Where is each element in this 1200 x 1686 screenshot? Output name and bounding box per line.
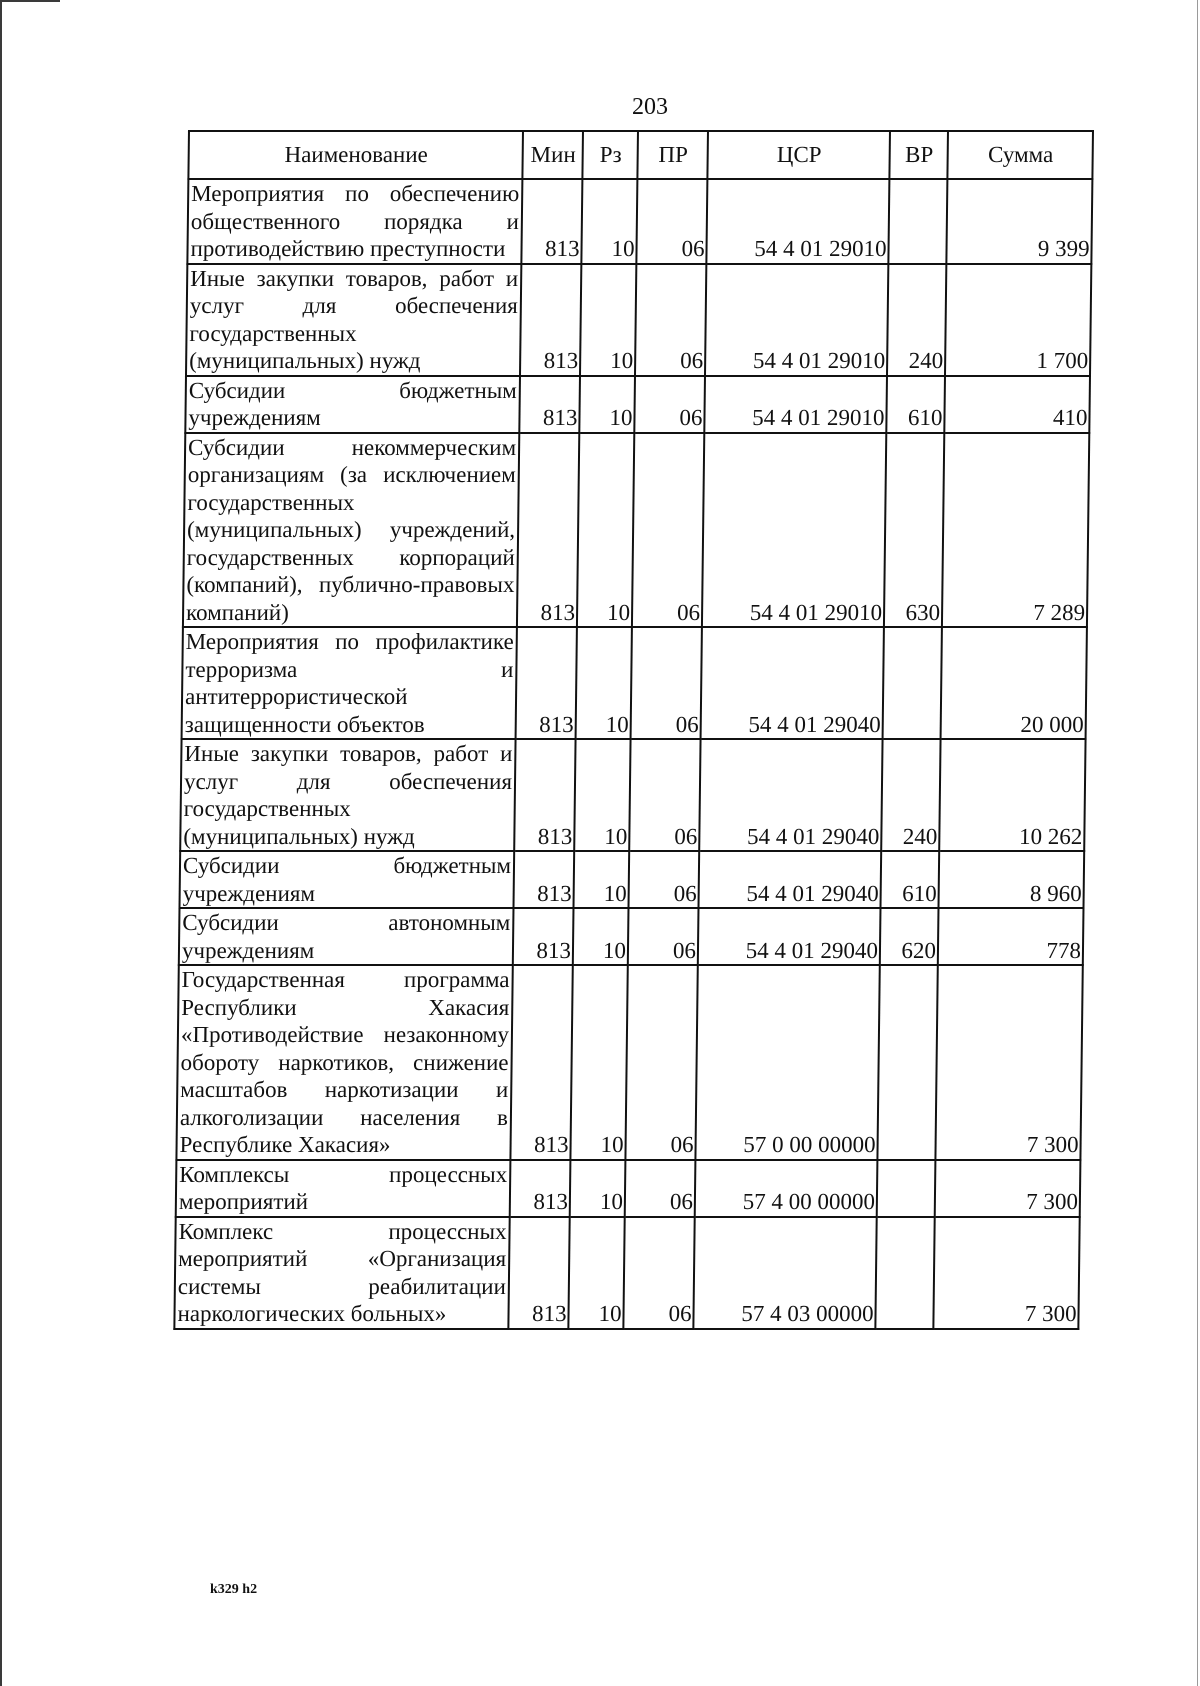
cell-min: 813 bbox=[510, 965, 572, 1160]
cell-pr: 06 bbox=[632, 433, 704, 628]
cell-vr bbox=[883, 627, 942, 739]
cell-name: Комплекс процессных мероприятий «Организация системы реабилитации наркологических больных» bbox=[174, 1217, 509, 1329]
cell-vr bbox=[877, 1160, 936, 1217]
cell-pr: 06 bbox=[634, 376, 705, 433]
cell-rz: 10 bbox=[579, 376, 635, 433]
cell-vr: 610 bbox=[880, 851, 939, 908]
cell-vr bbox=[875, 1217, 934, 1329]
cell-vr bbox=[888, 179, 947, 264]
cell-rz: 10 bbox=[568, 1217, 624, 1329]
table-row bbox=[182, 627, 1087, 739]
cell-min: 813 bbox=[517, 433, 579, 628]
table-row bbox=[183, 433, 1089, 628]
document-code: k329 h2 bbox=[210, 1582, 258, 1597]
table-row bbox=[176, 1160, 1081, 1217]
table-row bbox=[179, 851, 1084, 908]
page-number: 203 bbox=[632, 94, 668, 120]
cell-sum: 10 262 bbox=[939, 739, 1085, 851]
cell-name: Государственная программа Республики Хакасия «Противодействие незаконному обороту наркотиков, снижение масштабов наркотизации и алкоголизации населения в Республике Хакасия» bbox=[176, 965, 512, 1160]
cell-rz: 10 bbox=[581, 179, 637, 264]
cell-pr: 06 bbox=[636, 179, 707, 264]
cell-rz: 10 bbox=[573, 908, 629, 965]
cell-min: 813 bbox=[516, 627, 577, 739]
cell-min: 813 bbox=[514, 739, 575, 851]
table-row bbox=[174, 1217, 1079, 1329]
cell-sum: 7 300 bbox=[933, 1217, 1079, 1329]
cell-vr: 610 bbox=[886, 376, 945, 433]
header-rz: Рз bbox=[582, 131, 638, 179]
header-min: Мин bbox=[522, 131, 583, 179]
cell-vr: 240 bbox=[881, 739, 940, 851]
cell-vr: 630 bbox=[884, 433, 944, 628]
cell-pr: 06 bbox=[628, 908, 699, 965]
cell-name: Иные закупки товаров, работ и услуг для обеспечения государственных (муниципальных) нужд bbox=[180, 739, 515, 851]
cell-csr: 54 4 01 29010 bbox=[702, 433, 886, 628]
table-body bbox=[174, 179, 1092, 1329]
scan-edge-top bbox=[0, 0, 60, 2]
table-row bbox=[176, 965, 1082, 1160]
table-row bbox=[186, 264, 1091, 376]
cell-pr: 06 bbox=[635, 264, 706, 376]
cell-sum: 7 300 bbox=[935, 965, 1082, 1160]
cell-sum: 7 300 bbox=[935, 1160, 1081, 1217]
cell-vr bbox=[877, 965, 937, 1160]
cell-csr: 54 4 01 29040 bbox=[699, 739, 882, 851]
cell-name: Субсидии бюджетным учреждениям bbox=[179, 851, 514, 908]
cell-rz: 10 bbox=[580, 264, 636, 376]
cell-min: 813 bbox=[521, 179, 582, 264]
cell-sum: 8 960 bbox=[938, 851, 1084, 908]
cell-sum: 9 399 bbox=[946, 179, 1092, 264]
cell-vr: 240 bbox=[887, 264, 946, 376]
header-name: Наименование bbox=[188, 131, 523, 179]
cell-name: Субсидии автономным учреждениям bbox=[179, 908, 514, 965]
cell-csr: 54 4 01 29040 bbox=[698, 908, 881, 965]
header-csr: ЦСР bbox=[707, 131, 890, 179]
cell-pr: 06 bbox=[631, 627, 702, 739]
cell-csr: 54 4 01 29040 bbox=[701, 627, 884, 739]
cell-sum: 410 bbox=[944, 376, 1090, 433]
cell-rz: 10 bbox=[577, 433, 634, 628]
cell-pr: 06 bbox=[625, 1160, 696, 1217]
cell-min: 813 bbox=[520, 264, 581, 376]
cell-name: Комплексы процессных мероприятий bbox=[176, 1160, 511, 1217]
table-header bbox=[188, 131, 1093, 179]
scan-edge-left bbox=[0, 0, 2, 1686]
cell-vr: 620 bbox=[880, 908, 939, 965]
cell-min: 813 bbox=[513, 908, 574, 965]
cell-sum: 1 700 bbox=[945, 264, 1091, 376]
cell-name: Субсидии некоммерческим организациям (за исключением государственных (муниципальных) учреждений, государственных корпораций (компаний), публично-правовых компаний) bbox=[183, 433, 519, 628]
cell-name: Мероприятия по профилактике терроризма и антитеррористической защищенности объектов bbox=[182, 627, 517, 739]
budget-table bbox=[173, 130, 1094, 1330]
cell-pr: 06 bbox=[628, 851, 699, 908]
header-pr: ПР bbox=[637, 131, 708, 179]
cell-sum: 20 000 bbox=[941, 627, 1087, 739]
cell-rz: 10 bbox=[573, 851, 629, 908]
cell-min: 813 bbox=[510, 1160, 571, 1217]
cell-csr: 54 4 01 29010 bbox=[704, 376, 887, 433]
cell-name: Субсидии бюджетным учреждениям bbox=[185, 376, 520, 433]
cell-rz: 10 bbox=[576, 627, 632, 739]
header-sum: Сумма bbox=[947, 131, 1093, 179]
cell-rz: 10 bbox=[570, 965, 627, 1160]
cell-rz: 10 bbox=[570, 1160, 626, 1217]
cell-sum: 778 bbox=[938, 908, 1084, 965]
cell-name: Иные закупки товаров, работ и услуг для обеспечения государственных (муниципальных) нужд bbox=[186, 264, 521, 376]
cell-csr: 54 4 01 29040 bbox=[698, 851, 881, 908]
cell-pr: 06 bbox=[625, 965, 697, 1160]
cell-csr: 57 4 03 00000 bbox=[693, 1217, 876, 1329]
cell-min: 813 bbox=[519, 376, 580, 433]
table-row bbox=[180, 739, 1085, 851]
header-row bbox=[188, 131, 1093, 179]
cell-pr: 06 bbox=[623, 1217, 694, 1329]
cell-min: 813 bbox=[508, 1217, 569, 1329]
table-row bbox=[187, 179, 1092, 264]
cell-csr: 57 4 00 00000 bbox=[695, 1160, 878, 1217]
cell-csr: 57 0 00 00000 bbox=[695, 965, 879, 1160]
cell-sum: 7 289 bbox=[942, 433, 1089, 628]
header-vr: ВР bbox=[889, 131, 948, 179]
cell-name: Мероприятия по обеспечению общественного порядка и противодействию преступности bbox=[187, 179, 522, 264]
scan-edge-right bbox=[1197, 0, 1198, 1686]
cell-csr: 54 4 01 29010 bbox=[705, 264, 888, 376]
cell-min: 813 bbox=[513, 851, 574, 908]
cell-csr: 54 4 01 29010 bbox=[706, 179, 889, 264]
cell-rz: 10 bbox=[574, 739, 630, 851]
cell-pr: 06 bbox=[629, 739, 700, 851]
table-row bbox=[185, 376, 1090, 433]
table-row bbox=[179, 908, 1084, 965]
